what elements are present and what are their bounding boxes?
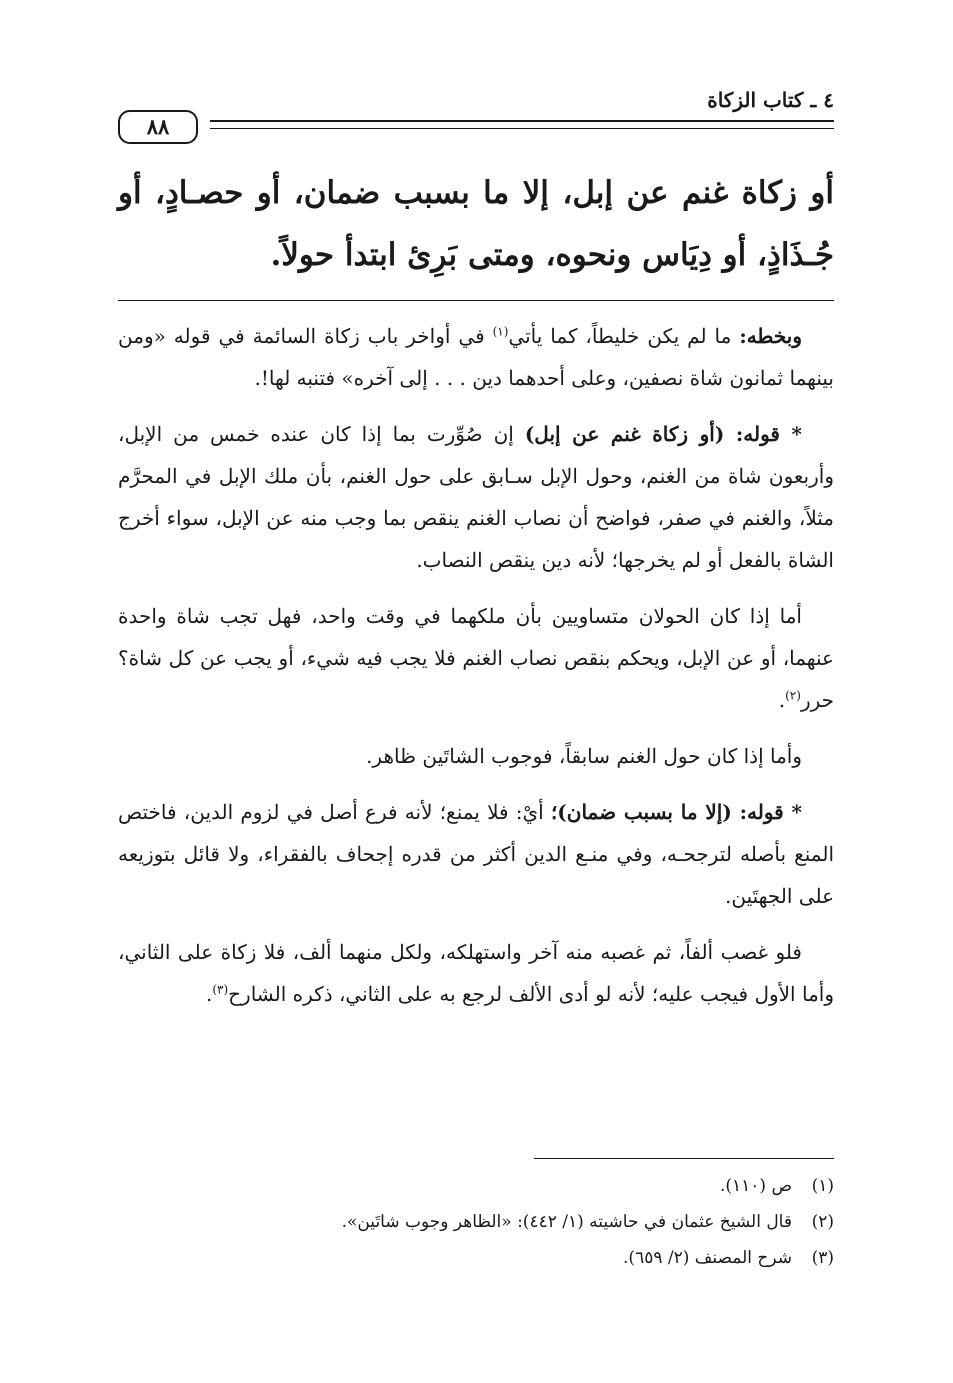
chapter-title: ٤ ـ كتاب الزكاة xyxy=(707,88,834,112)
footnote-text: ص (١١٠). xyxy=(719,1176,792,1196)
header-double-rule xyxy=(210,120,834,129)
paragraph xyxy=(118,315,834,399)
footnote xyxy=(118,1204,834,1240)
footnote-text: شرح المصنف (٢/ ٦٥٩). xyxy=(623,1248,792,1268)
paragraph-lead: * قوله: (أو زكاة غنم عن إبل) xyxy=(524,422,802,446)
paragraph xyxy=(118,413,834,581)
paragraph xyxy=(118,791,834,917)
footnote-number: (١) xyxy=(811,1176,834,1196)
paragraph xyxy=(118,931,834,1015)
footnote xyxy=(118,1168,834,1204)
footnote-marker: (٢) xyxy=(785,688,801,703)
paragraph-text: ما لم يكن خليطاً، كما يأتي xyxy=(508,324,740,348)
page xyxy=(118,88,834,1268)
page-header xyxy=(118,88,834,148)
paragraph-tail: في أواخر باب زكاة السائمة في قوله «ومن بينهما ثمانون شاة نصفين، وعلى أحدهما دين . . . إلى آخره» فتنبه لها!. xyxy=(118,324,834,390)
footnote-marker: (٣) xyxy=(212,982,229,997)
footnote-divider xyxy=(534,1158,834,1159)
footnotes xyxy=(118,1168,834,1276)
paragraph xyxy=(118,595,834,721)
paragraph-tail: . xyxy=(205,982,213,1006)
paragraph-text: إن صُوِّرت بما إذا كان عنده خمس من الإبل، وأربعون شاة من الغنم، وحول الإبل سـابق على حول الغنم، بأن ملك الإبل في المحرَّم مثلاً، والغنم في صفر، فواضح أن نصاب الغنم ينقص بما وجب منه عن الإبل، سواء أخرج الشاة بالفعل أو لم يخرجها؛ لأنه دين ينقص النصاب. xyxy=(118,422,834,572)
paragraph-lead: وبخطه: xyxy=(739,324,802,348)
footnote xyxy=(118,1240,834,1276)
page-number: ٨٨ xyxy=(118,110,198,144)
footnote-number: (٢) xyxy=(811,1212,834,1232)
commentary-body xyxy=(118,315,834,1015)
footnote-text: قال الشيخ عثمان في حاشيته (١/ ٤٤٢): «الظاهر وجوب شاتَين». xyxy=(341,1212,792,1232)
paragraph xyxy=(118,735,834,777)
paragraph-text: أيْ: فلا يمنع؛ لأنه فرع أصل في لزوم الدين، فاختص المنع بأصله لترجحـه، وفي منـع الدين أكثر من قدره إجحاف بالفقراء، ولا قائل بتوزيعه على الجهتَين. xyxy=(118,800,834,908)
footnote-marker: (١) xyxy=(492,324,509,339)
matn-text: أو زكاة غنم عن إبل، إلا ما بسبب ضمان، أو حصـادٍ، أو جُـذَاذٍ، أو دِيَاس ونحوه، ومتى بَرِئ ابتدأ حولاً. xyxy=(118,175,834,273)
paragraph-lead: * قوله: (إلا ما بسبب ضمان)؛ xyxy=(550,800,803,824)
matn-divider xyxy=(118,300,834,301)
paragraph-text: أما إذا كان الحولان متساويين بأن ملكهما في وقت واحد، فهل تجب شاة واحدة عنهما، أو عن الإبل، ويحكم بنقص نصاب الغنم فلا يجب فيه شيء، أو يجب عن كل شاة؟ حرر xyxy=(118,604,834,712)
paragraph-tail: . xyxy=(778,688,786,712)
paragraph-text: فلو غصب ألفاً، ثم غصبه منه آخر واستهلكه، ولكل منهما ألف، فلا زكاة على الثاني، وأما الأول فيجب عليه؛ لأنه لو أدى الألف لرجع به على الثاني، ذكره الشارح xyxy=(118,940,834,1006)
paragraph-text: وأما إذا كان حول الغنم سابقاً، فوجوب الشاتَين ظاهر. xyxy=(366,744,802,768)
footnote-number: (٣) xyxy=(811,1248,834,1268)
